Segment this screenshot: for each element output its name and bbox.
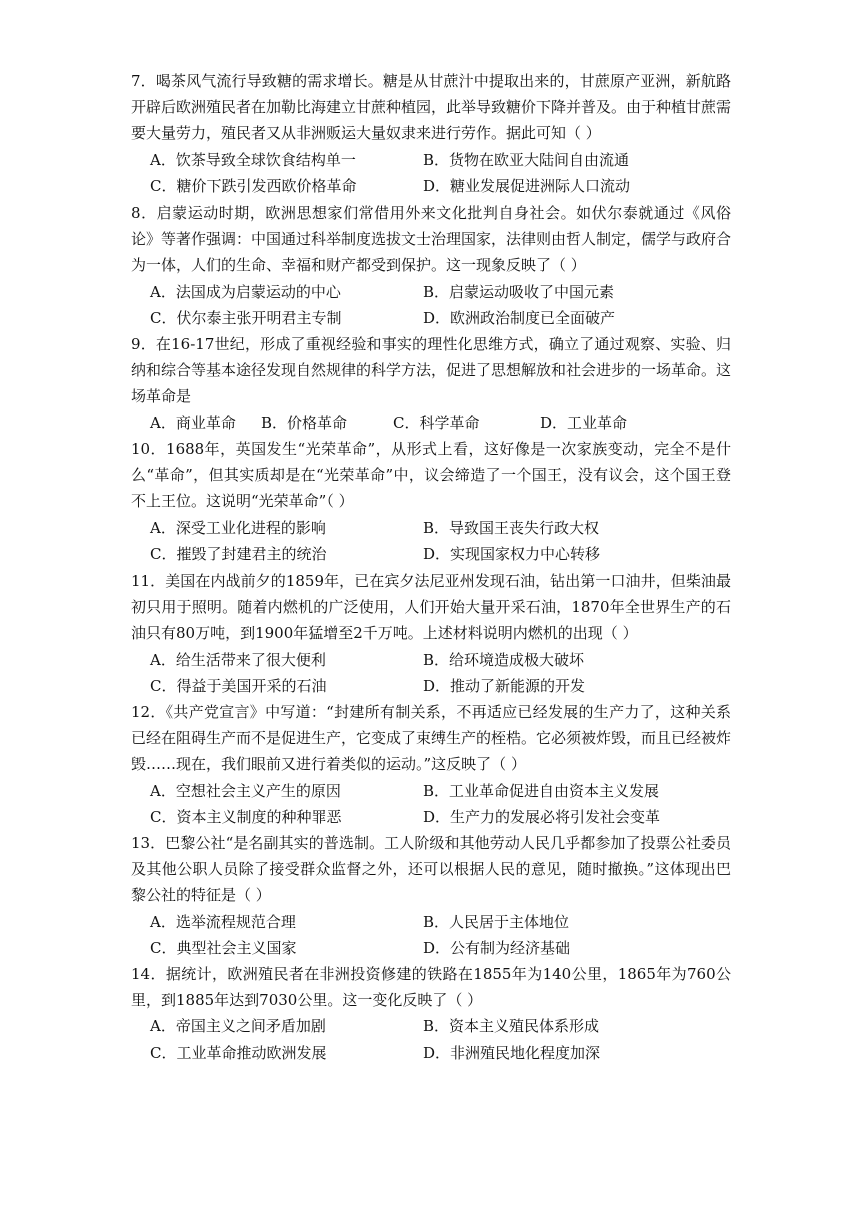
option-d[interactable]: D．公有制为经济基础 (423, 938, 571, 957)
question-stem: 8．启蒙运动时期，欧洲思想家们常借用外来文化批判自身社会。如伏尔泰就通过《风俗论》等著作强调：中国通过科举制度选拔文士治理国家，法律则由哲人制定，儒学与政府合为一体，人们的生命、幸福和财产都受到保护。这一现象反映了（ ） (131, 204, 732, 275)
option-a[interactable]: A．空想社会主义产生的原因 (150, 781, 341, 800)
options (150, 147, 731, 199)
question-11 (131, 568, 731, 699)
option-b[interactable]: B．工业革命促进自由资本主义发展 (423, 781, 660, 800)
option-c[interactable]: C．科学革命 (393, 413, 480, 432)
question-13 (131, 830, 731, 961)
option-a[interactable]: A．选举流程规范合理 (150, 912, 296, 931)
question-10 (131, 436, 731, 567)
question-8 (131, 200, 731, 331)
option-c[interactable]: C．糖价下跌引发西欧价格革命 (150, 176, 357, 195)
option-c[interactable]: C．工业革命推动欧洲发展 (150, 1043, 327, 1062)
question-14 (131, 961, 731, 1066)
question-stem: 12．《共产党宣言》中写道：“封建所有制关系，不再适应已经发展的生产力了，这种关系已经在阻碍生产而不是促进生产，它变成了束缚生产的桎梏。它必须被炸毁，而且已经被炸毁……现在，我们眼前又进行着类似的运动。”这反映了（ ） (131, 703, 732, 774)
question-12 (131, 699, 731, 830)
option-b[interactable]: B．价格革命 (261, 413, 348, 432)
option-d[interactable]: D．欧洲政治制度已全面破产 (423, 308, 616, 327)
question-stem: 9．在16-17世纪，形成了重视经验和事实的理性化思维方式，确立了通过观察、实验、归纳和综合等基本途径发现自然规律的科学方法，促进了思想解放和社会进步的一场革命。这场革命是 (131, 335, 732, 406)
options (150, 1013, 731, 1065)
option-d[interactable]: D．生产力的发展必将引发社会变革 (423, 807, 661, 826)
option-c[interactable]: C．得益于美国开采的石油 (150, 676, 327, 695)
option-b[interactable]: B．资本主义殖民体系形成 (423, 1017, 600, 1036)
option-a[interactable]: A．帝国主义之间矛盾加剧 (150, 1017, 326, 1036)
options (150, 410, 731, 436)
options (150, 279, 731, 331)
option-c[interactable]: C．典型社会主义国家 (150, 938, 297, 957)
question-7 (131, 68, 731, 199)
options (150, 909, 731, 961)
option-a[interactable]: A．商业革命 (150, 413, 236, 432)
question-9 (131, 331, 731, 436)
option-b[interactable]: B．给环境造成极大破坏 (423, 650, 585, 669)
option-b[interactable]: B．导致国王丧失行政大权 (423, 518, 600, 537)
option-d[interactable]: D．糖业发展促进洲际人口流动 (423, 176, 631, 195)
options (150, 647, 731, 699)
option-d[interactable]: D．实现国家权力中心转移 (423, 544, 601, 563)
option-d[interactable]: D．工业革命 (540, 413, 628, 432)
option-b[interactable]: B．货物在欧亚大陆间自由流通 (423, 150, 630, 169)
option-a[interactable]: A．深受工业化进程的影响 (150, 518, 326, 537)
question-stem: 13．巴黎公社“是名副其实的普选制。工人阶级和其他劳动人民几乎都参加了投票公社委员及其他公职人员除了接受群众监督之外，还可以根据人民的意见，随时撤换。”这体现出巴黎公社的特征是（ ） (131, 834, 731, 905)
options (150, 778, 731, 830)
question-stem: 11．美国在内战前夕的1859年，已在宾夕法尼亚州发现石油，钻出第一口油井，但柴油最初只用于照明。随着内燃机的广泛使用，人们开始大量开采石油，1870年全世界生产的石油只有80万吨，到1900年猛增至2千万吨。上述材料说明内燃机的出现（ ） (131, 572, 731, 643)
option-d[interactable]: D．非洲殖民地化程度加深 (423, 1043, 601, 1062)
option-a[interactable]: A．给生活带来了很大便利 (150, 650, 326, 669)
option-c[interactable]: C．资本主义制度的种种罪恶 (150, 807, 342, 826)
option-c[interactable]: C．伏尔泰主张开明君主专制 (150, 308, 342, 327)
option-c[interactable]: C．摧毁了封建君主的统治 (150, 544, 327, 563)
question-stem: 7．喝茶风气流行导致糖的需求增长。糖是从甘蔗汁中提取出来的，甘蔗原产亚洲，新航路开辟后欧洲殖民者在加勒比海建立甘蔗种植园，此举导致糖价下降并普及。由于种植甘蔗需要大量劳力，殖民者又从非洲贩运大量奴隶来进行劳作。据此可知（ ） (131, 72, 732, 143)
options (150, 515, 731, 567)
question-stem: 10．1688年，英国发生“光荣革命”，从形式上看，这好像是一次家族变动，完全不是什么“革命”，但其实质却是在“光荣革命”中，议会缔造了一个国王，没有议会，这个国王登不上王位。这说明“光荣革命”（ ） (131, 440, 731, 511)
option-d[interactable]: D．推动了新能源的开发 (423, 676, 586, 695)
option-a[interactable]: A．法国成为启蒙运动的中心 (150, 282, 341, 301)
option-b[interactable]: B．人民居于主体地位 (423, 912, 570, 931)
question-stem: 14．据统计，欧洲殖民者在非洲投资修建的铁路在1855年为140公里，1865年为760公里，到1885年达到7030公里。这一变化反映了（ ） (131, 965, 731, 1010)
option-b[interactable]: B．启蒙运动吸收了中国元素 (423, 282, 615, 301)
option-a[interactable]: A．饮茶导致全球饮食结构单一 (150, 150, 356, 169)
